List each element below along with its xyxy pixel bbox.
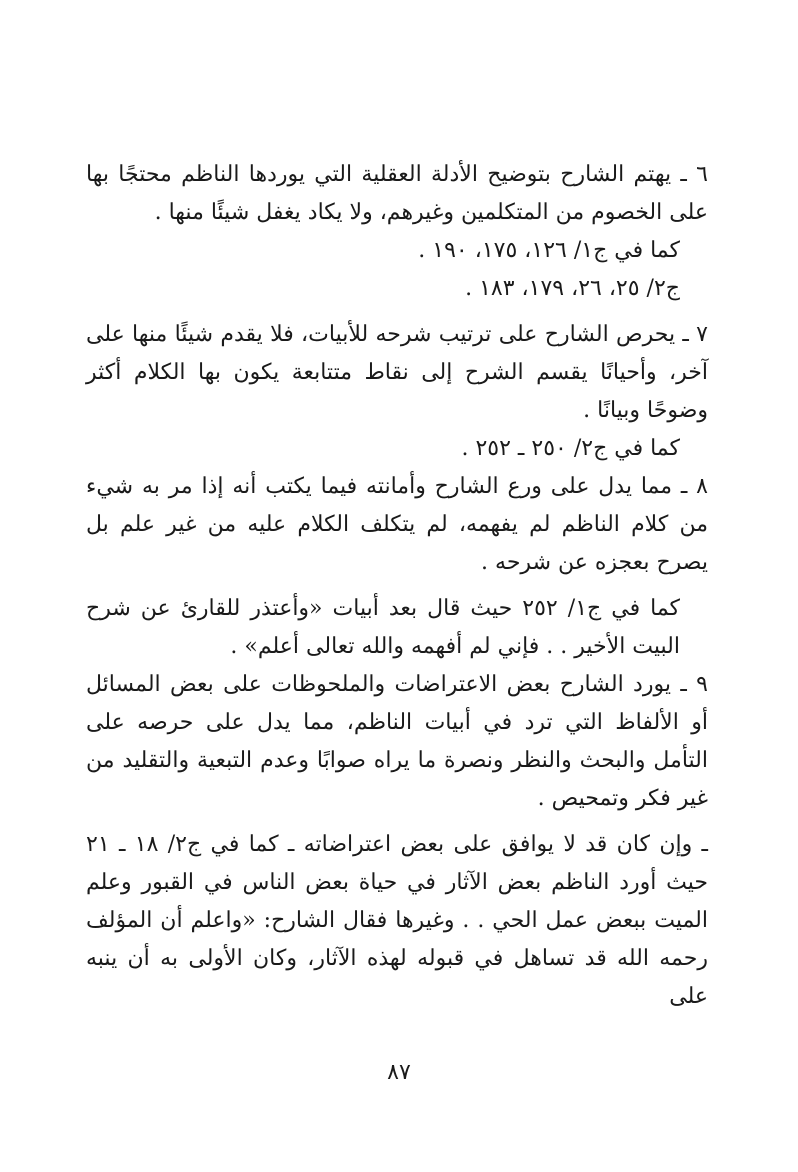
paragraph-point-9: ٩ ـ يورد الشارح بعض الاعتراضات والملحوظات على بعض المسائل أو الألفاظ التي ترد في أبيات الناظم، مما يدل على حرصه على التأمل والبحث والنظر ونصرة ما يراه صوابًا وعدم التبعية والتقليد من غير فكر وتمحيص . [86, 672, 708, 811]
paragraph-point-7: ٧ ـ يحرص الشارح على ترتيب شرحه للأبيات، فلا يقدم شيئًا منها على آخر، وأحيانًا يقسم الشرح إلى نقاط متتابعة يكون بها الكلام أكثر وضوحًا وبيانًا . [86, 322, 708, 423]
reference-line: كما في ج٢/ ٢٥٠ ـ ٢٥٢ . [461, 436, 680, 461]
reference-line: ج٢/ ٢٥، ٢٦، ١٧٩، ١٨٣ . [465, 276, 680, 301]
paragraph-continuation: ـ وإن كان قد لا يوافق على بعض اعتراضاته ـ كما في ج٢/ ١٨ ـ ٢١ حيث أورد الناظم بعض الآثار في حياة بعض الناس في القبور وعلم الميت ببعض عمل الحي . . وغيرها فقال الشارح: «واعلم أن المؤلف رحمه الله قد تساهل في قبوله لهذه الآثار، وكان الأولى به أن ينبه على [86, 832, 708, 1009]
paragraph-point-6: ٦ ـ يهتم الشارح بتوضيح الأدلة العقلية التي يوردها الناظم محتجًا بها على الخصوم من المتكلمين وغيرهم، ولا يكاد يغفل شيئًا منها . [86, 162, 708, 225]
quotation-paragraph: كما في ج١/ ٢٥٢ حيث قال بعد أبيات «وأعتذر للقارئ عن شرح البيت الأخير . . فإني لم أفهمه والله تعالى أعلم» . [86, 596, 681, 659]
reference-line: كما في ج١/ ١٢٦، ١٧٥، ١٩٠ . [418, 238, 680, 263]
page-number: ٨٧ [387, 1060, 411, 1085]
page-body [86, 156, 708, 1016]
paragraph-point-8: ٨ ـ مما يدل على ورع الشارح وأمانته فيما يكتب أنه إذا مر به شيء من كلام الناظم لم يفهمه، لم يتكلف الكلام عليه من غير علم بل يصرح بعجزه عن شرحه . [86, 474, 708, 575]
